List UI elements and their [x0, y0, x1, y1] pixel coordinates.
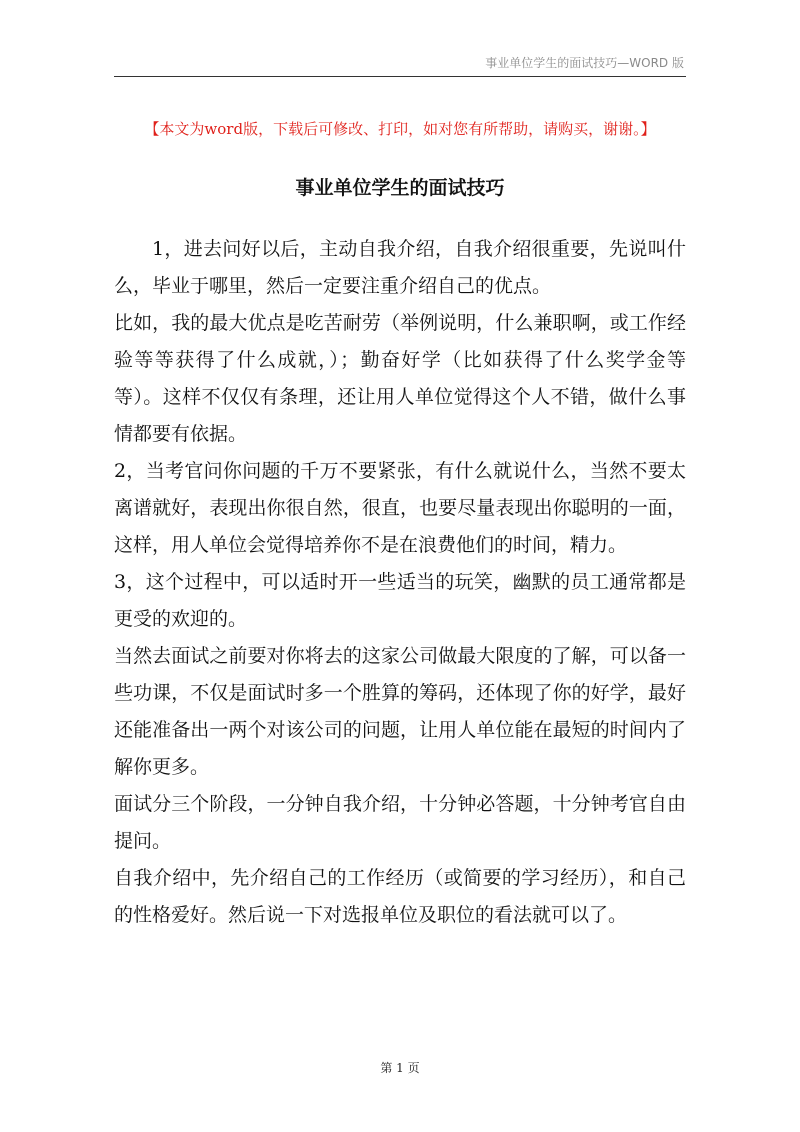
page-number: 第 1 页: [380, 1061, 420, 1075]
paragraph: 当然去面试之前要对你将去的这家公司做最大限度的了解，可以备一些功课，不仅是面试时多一个胜算的筹码，还体现了你的好学，最好还能准备出一两个对该公司的问题，让用人单位能在最短的时间内了解你更多。: [114, 645, 686, 778]
paragraph: 3，这个过程中，可以适时开一些适当的玩笑，幽默的员工通常都是更受的欢迎的。: [114, 571, 686, 630]
header-divider: [114, 76, 686, 77]
paragraph: 比如，我的最大优点是吃苦耐劳（举例说明，什么兼职啊，或工作经验等等获得了什么成就，）；勤奋好学（比如获得了什么奖学金等等）。这样不仅仅有条理，还让用人单位觉得这个人不错，做什么事情都要有依据。: [114, 312, 686, 445]
purchase-notice: 【本文为word版，下载后可修改、打印，如对您有所帮助，请购买，谢谢。】: [144, 120, 656, 138]
paragraph: 1，进去问好以后，主动自我介绍，自我介绍很重要，先说叫什么，毕业于哪里，然后一定要注重介绍自己的优点。: [114, 238, 686, 297]
paragraph: 2，当考官问你问题的千万不要紧张，有什么就说什么，当然不要太离谱就好，表现出你很自然，很直，也要尽量表现出你聪明的一面，这样，用人单位会觉得培养你不是在浪费他们的时间，精力。: [114, 460, 686, 556]
paragraph: 自我介绍中，先介绍自己的工作经历（或简要的学习经历），和自己的性格爱好。然后说一下对选报单位及职位的看法就可以了。: [114, 867, 686, 926]
document-title: 事业单位学生的面试技巧: [295, 177, 505, 199]
paragraph: 面试分三个阶段，一分钟自我介绍，十分钟必答题，十分钟考官自由提问。: [114, 793, 686, 852]
running-header: 事业单位学生的面试技巧—WORD 版: [485, 56, 684, 70]
document-body: [114, 231, 686, 934]
